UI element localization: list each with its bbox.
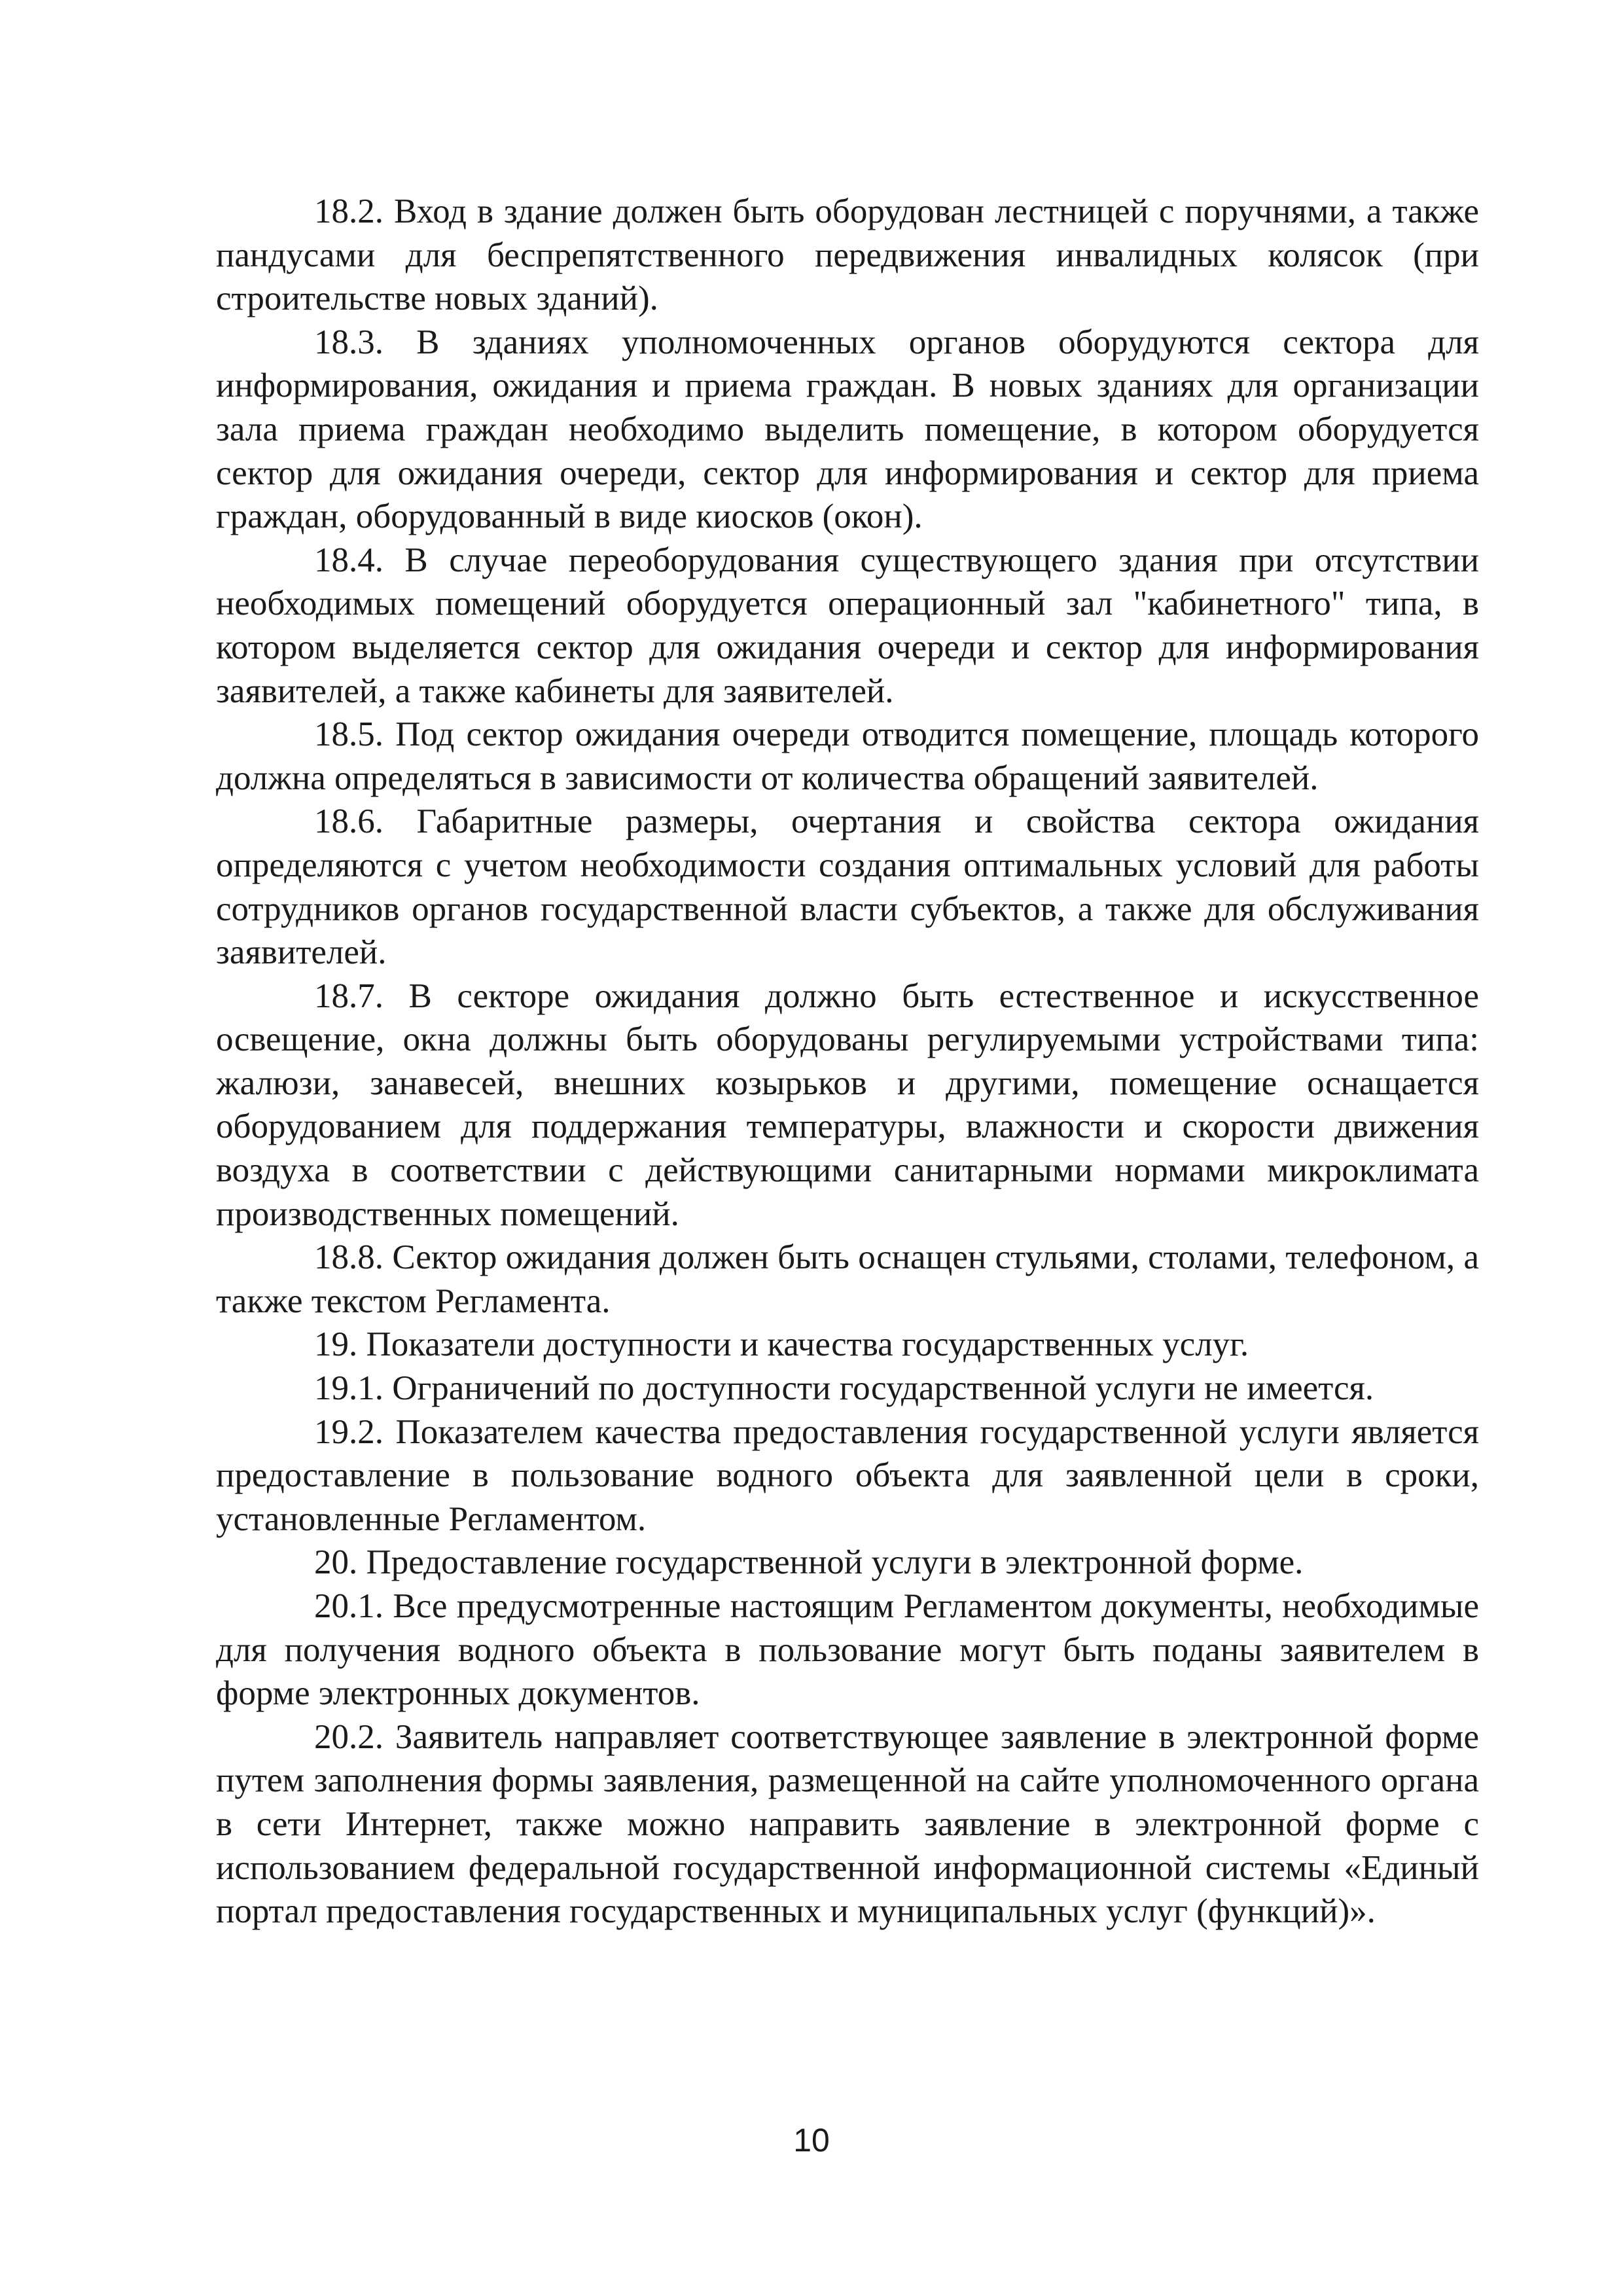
paragraph-19: 19. Показатели доступности и качества государственных услуг. <box>314 1325 1249 1364</box>
paragraph-19-1: 19.1. Ограничений по доступности государственной услуги не имеется. <box>314 1369 1374 1408</box>
paragraph-18-3: 18.3. В зданиях уполномоченных органов оборудуются сектора для информирования, ожидания и приема граждан. В новых зданиях для организации зала приема граждан необходимо выделить помещение, в котором оборудуется сектор для ожидания очереди, сектор для информирования и сектор для приема граждан, оборудованный в виде киосков (окон). <box>216 323 1479 536</box>
page-number: 10 <box>793 2122 830 2159</box>
paragraph-18-7: 18.7. В секторе ожидания должно быть естественное и искусственное освещение, окна должны быть оборудованы регулируемыми устройствами типа: жалюзи, занавесей, внешних козырьков и другими, помещение оснащается оборудованием для поддержания температуры, влажности и скорости движения воздуха в соответствии с действующими санитарными нормами микроклимата производственных помещений. <box>216 977 1479 1233</box>
paragraph-20-1: 20.1. Все предусмотренные настоящим Регламентом документы, необходимые для получения водного объекта в пользование могут быть поданы заявителем в форме электронных документов. <box>216 1587 1479 1713</box>
paragraph-20-2: 20.2. Заявитель направляет соответствующее заявление в электронной форме путем заполнения формы заявления, размещенной на сайте уполномоченного органа в сети Интернет, также можно направить заявление в электронной форме с использованием федеральной государственной информационной системы «Единый портал предоставления государственных и муниципальных услуг (функций)». <box>216 1717 1479 1931</box>
paragraph-18-6: 18.6. Габаритные размеры, очертания и свойства сектора ожидания определяются с учетом необходимости создания оптимальных условий для работы сотрудников органов государственной власти субъектов, а также для обслуживания заявителей. <box>216 802 1479 972</box>
paragraph-18-4: 18.4. В случае переоборудования существующего здания при отсутствии необходимых помещений оборудуется операционный зал "кабинетного" типа, в котором выделяется сектор для ожидания очереди и сектор для информирования заявителей, а также кабинеты для заявителей. <box>216 541 1479 710</box>
paragraph-19-2: 19.2. Показателем качества предоставления государственной услуги является предоставление в пользование водного объекта для заявленной цели в сроки, установленные Регламентом. <box>216 1412 1479 1538</box>
document-body <box>216 190 1479 1933</box>
paragraph-18-5: 18.5. Под сектор ожидания очереди отводится помещение, площадь которого должна определяться в зависимости от количества обращений заявителей. <box>216 715 1479 797</box>
paragraph-18-8: 18.8. Сектор ожидания должен быть оснащен стульями, столами, телефоном, а также текстом Регламента. <box>216 1238 1479 1320</box>
paragraph-20: 20. Предоставление государственной услуги в электронной форме. <box>314 1543 1304 1582</box>
paragraph-18-2: 18.2. Вход в здание должен быть оборудован лестницей с поручнями, а также пандусами для беспрепятственного передвижения инвалидных колясок (при строительстве новых зданий). <box>216 192 1479 318</box>
